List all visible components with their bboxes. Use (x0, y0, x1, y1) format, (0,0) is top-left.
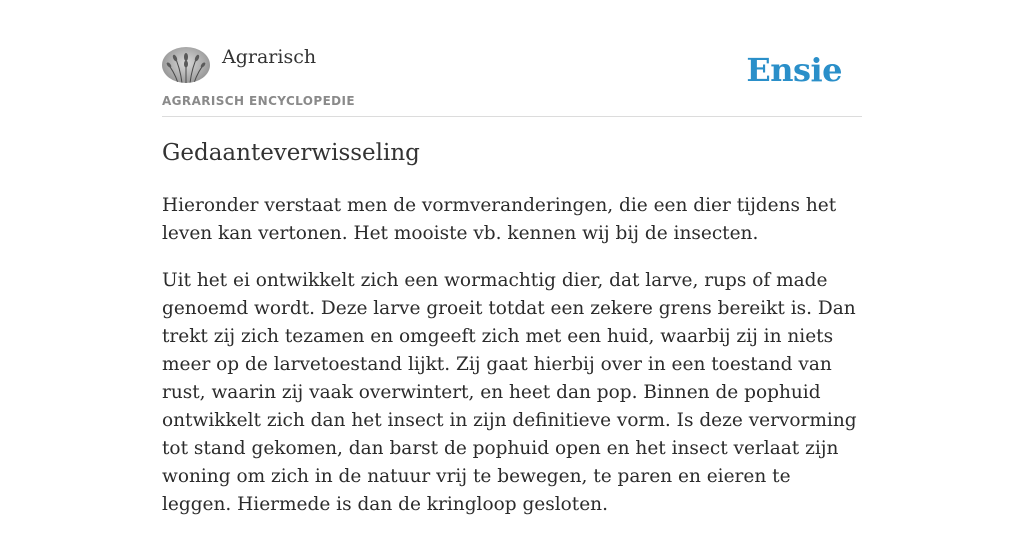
article-paragraph: Uit het ei ontwikkelt zich een wormachtig dier, dat larve, rups of made genoemd wordt. Deze larve groeit totdat een zekere grens bereikt is. Dan trekt zij zich tezamen en omgeeft zich met een huid, waarbij zij in niets meer op de larvetoestand lijkt. Zij gaat hierbij over in een toestand van rust, waarin zij vaak overwintert, en heet dan pop. Binnen de pophuid ontwikkelt zich dan het insect in zijn definitieve vorm. Is deze vervorming tot stand gekomen, dan barst de pophuid open en het insect verlaat zijn woning om zich in de natuur vrij te bewegen, te paren en eieren te leggen. Hiermede is dan de kringloop gesloten. (162, 270, 857, 515)
ensie-logo-link[interactable]: Ensie (746, 51, 842, 89)
article-title: Gedaanteverwisseling (162, 140, 420, 166)
article-body (162, 192, 862, 538)
article-page (162, 0, 862, 515)
source-name-link[interactable]: Agrarisch (222, 46, 317, 68)
article-paragraph: Hieronder verstaat men de vormveranderingen, die een dier tijdens het leven kan vertonen. Het mooiste vb. kennen wij bij de insecten. (162, 195, 837, 244)
source-header (162, 0, 862, 117)
wheat-ears-graphic (162, 47, 210, 83)
wheat-ears-icon[interactable] (162, 47, 210, 83)
source-subtitle: AGRARISCH ENCYCLOPEDIE (162, 94, 355, 108)
